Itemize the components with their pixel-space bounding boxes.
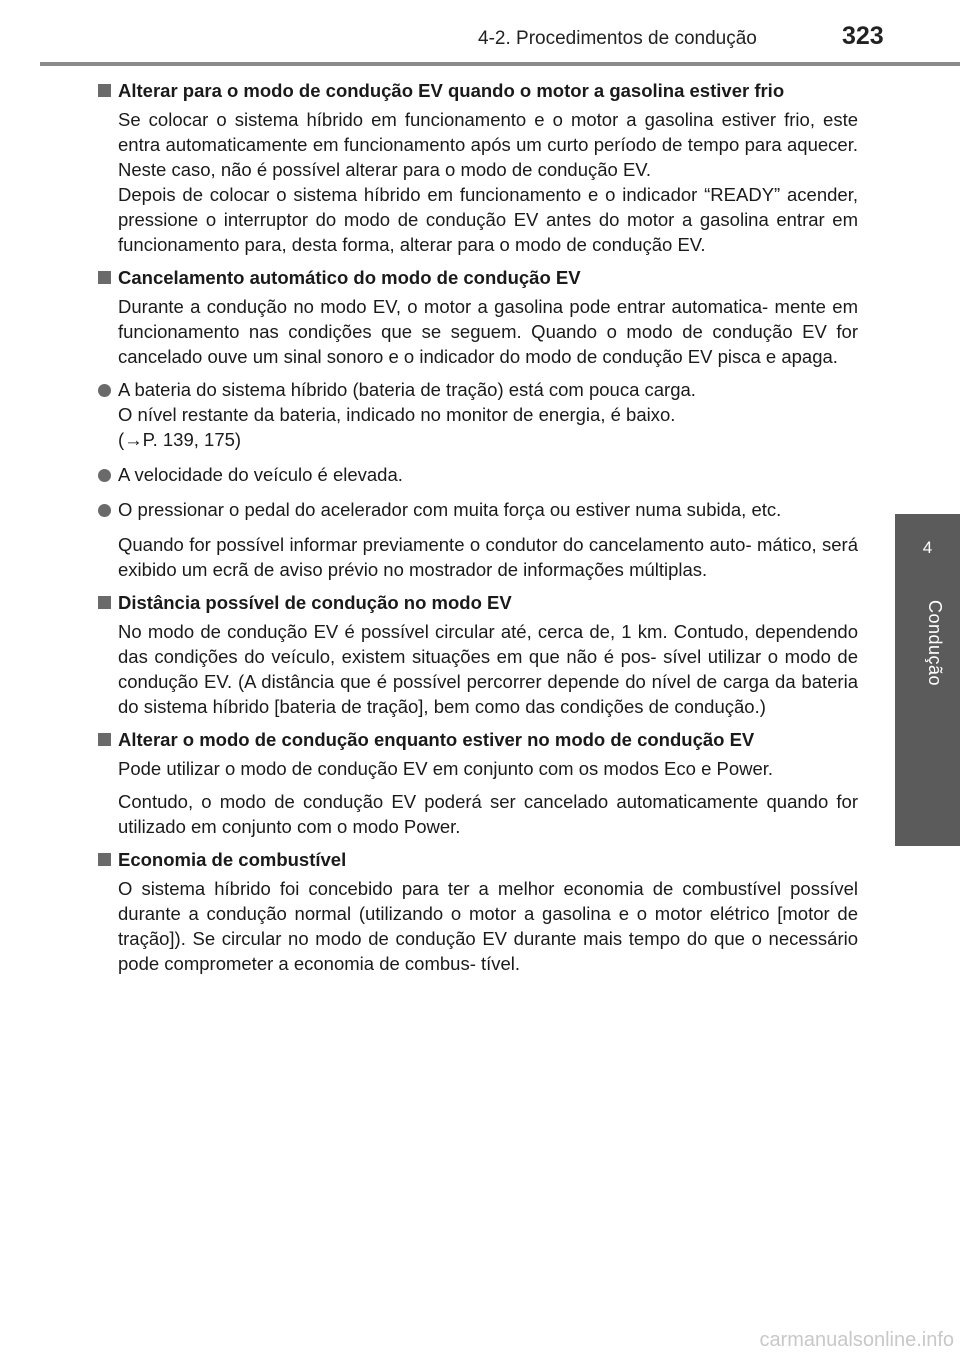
bullet-item — [96, 377, 858, 452]
section-heading-text: Distância possível de condução no modo EV — [118, 592, 512, 613]
section — [96, 78, 858, 257]
square-bullet-icon — [98, 853, 111, 866]
watermark: carmanualsonline.info — [759, 1329, 954, 1351]
circle-bullet-icon — [98, 469, 111, 482]
chapter-label: Condução — [925, 600, 945, 687]
bullet-item — [96, 462, 858, 487]
page-number: 323 — [842, 22, 884, 50]
main-content — [96, 78, 858, 984]
section — [96, 847, 858, 976]
circle-bullet-icon — [98, 504, 111, 517]
paragraph: Durante a condução no modo EV, o motor a gasolina pode entrar automatica- mente em funcionamento nas condições que se seguem. Quando o modo de condução EV for cancelado ouve um sinal sonoro e o indicador do modo de condução EV pisca e apaga. — [118, 296, 858, 367]
paragraph: O sistema híbrido foi concebido para ter a melhor economia de combustível possível durante a condução normal (utilizando o motor a gasolina e o motor elétrico [motor de tração]). Se circular no modo de condução EV durante mais tempo do que o necessário pode comprometer a economia de combus- tível. — [118, 878, 858, 974]
square-bullet-icon — [98, 733, 111, 746]
section-heading — [96, 847, 858, 872]
paragraph: Quando for possível informar previamente o condutor do cancelamento auto- mático, será exibido um ecrã de aviso prévio no mostrador de informações múltiplas. — [118, 534, 858, 580]
section-heading-text: Alterar para o modo de condução EV quando o motor a gasolina estiver frio — [118, 80, 785, 101]
bullet-text: O pressionar o pedal do acelerador com muita força ou estiver numa subida, etc. — [118, 499, 782, 520]
section — [96, 265, 858, 582]
square-bullet-icon — [98, 84, 111, 97]
square-bullet-icon — [98, 596, 111, 609]
section-heading — [96, 727, 858, 752]
bullet-text: A bateria do sistema híbrido (bateria de tração) está com pouca carga. O nível restante da bateria, indicado no monitor de energia, é baixo. (→P. 139, 175) — [118, 379, 696, 450]
circle-bullet-icon — [98, 384, 111, 397]
section-heading — [96, 78, 858, 103]
section-heading-text: Economia de combustível — [118, 849, 347, 870]
section-heading-text: Alterar o modo de condução enquanto estiver no modo de condução EV — [118, 729, 755, 750]
paragraph: Pode utilizar o modo de condução EV em conjunto com os modos Eco e Power. — [118, 758, 774, 779]
section-heading — [96, 265, 858, 290]
paragraph: Se colocar o sistema híbrido em funcionamento e o motor a gasolina estiver frio, este entra automaticamente em funcionamento após um curto período de tempo para aquecer. Neste caso, não é possível alterar para o modo de condução EV. Depois de colocar o sistema híbrido em funcionamento e o indicador “READY” acender, pressione o interruptor do modo de condução EV antes do motor a gasolina entrar em funcionamento para, desta forma, alterar para o modo de condução EV. — [118, 109, 858, 255]
section — [96, 727, 858, 839]
section-heading-text: Cancelamento automático do modo de condução EV — [118, 267, 581, 288]
chapter-side-tab — [895, 514, 960, 846]
square-bullet-icon — [98, 271, 111, 284]
bullet-text: A velocidade do veículo é elevada. — [118, 464, 403, 485]
bullet-item — [96, 497, 858, 522]
header-rule — [40, 62, 960, 66]
chapter-number: 4 — [922, 538, 933, 557]
header-section-title: 4-2. Procedimentos de condução — [478, 28, 757, 49]
paragraph: No modo de condução EV é possível circular até, cerca de, 1 km. Contudo, dependendo das condições do veículo, existem situações em que não é pos- sível utilizar o modo de condução EV. (A distância que é possível percorrer depende do nível de carga da bateria do sistema híbrido [bateria de tração], bem como das condições de condução.) — [118, 621, 858, 717]
section — [96, 590, 858, 719]
paragraph: Contudo, o modo de condução EV poderá ser cancelado automaticamente quando for utilizado em conjunto com o modo Power. — [118, 791, 858, 837]
section-heading — [96, 590, 858, 615]
